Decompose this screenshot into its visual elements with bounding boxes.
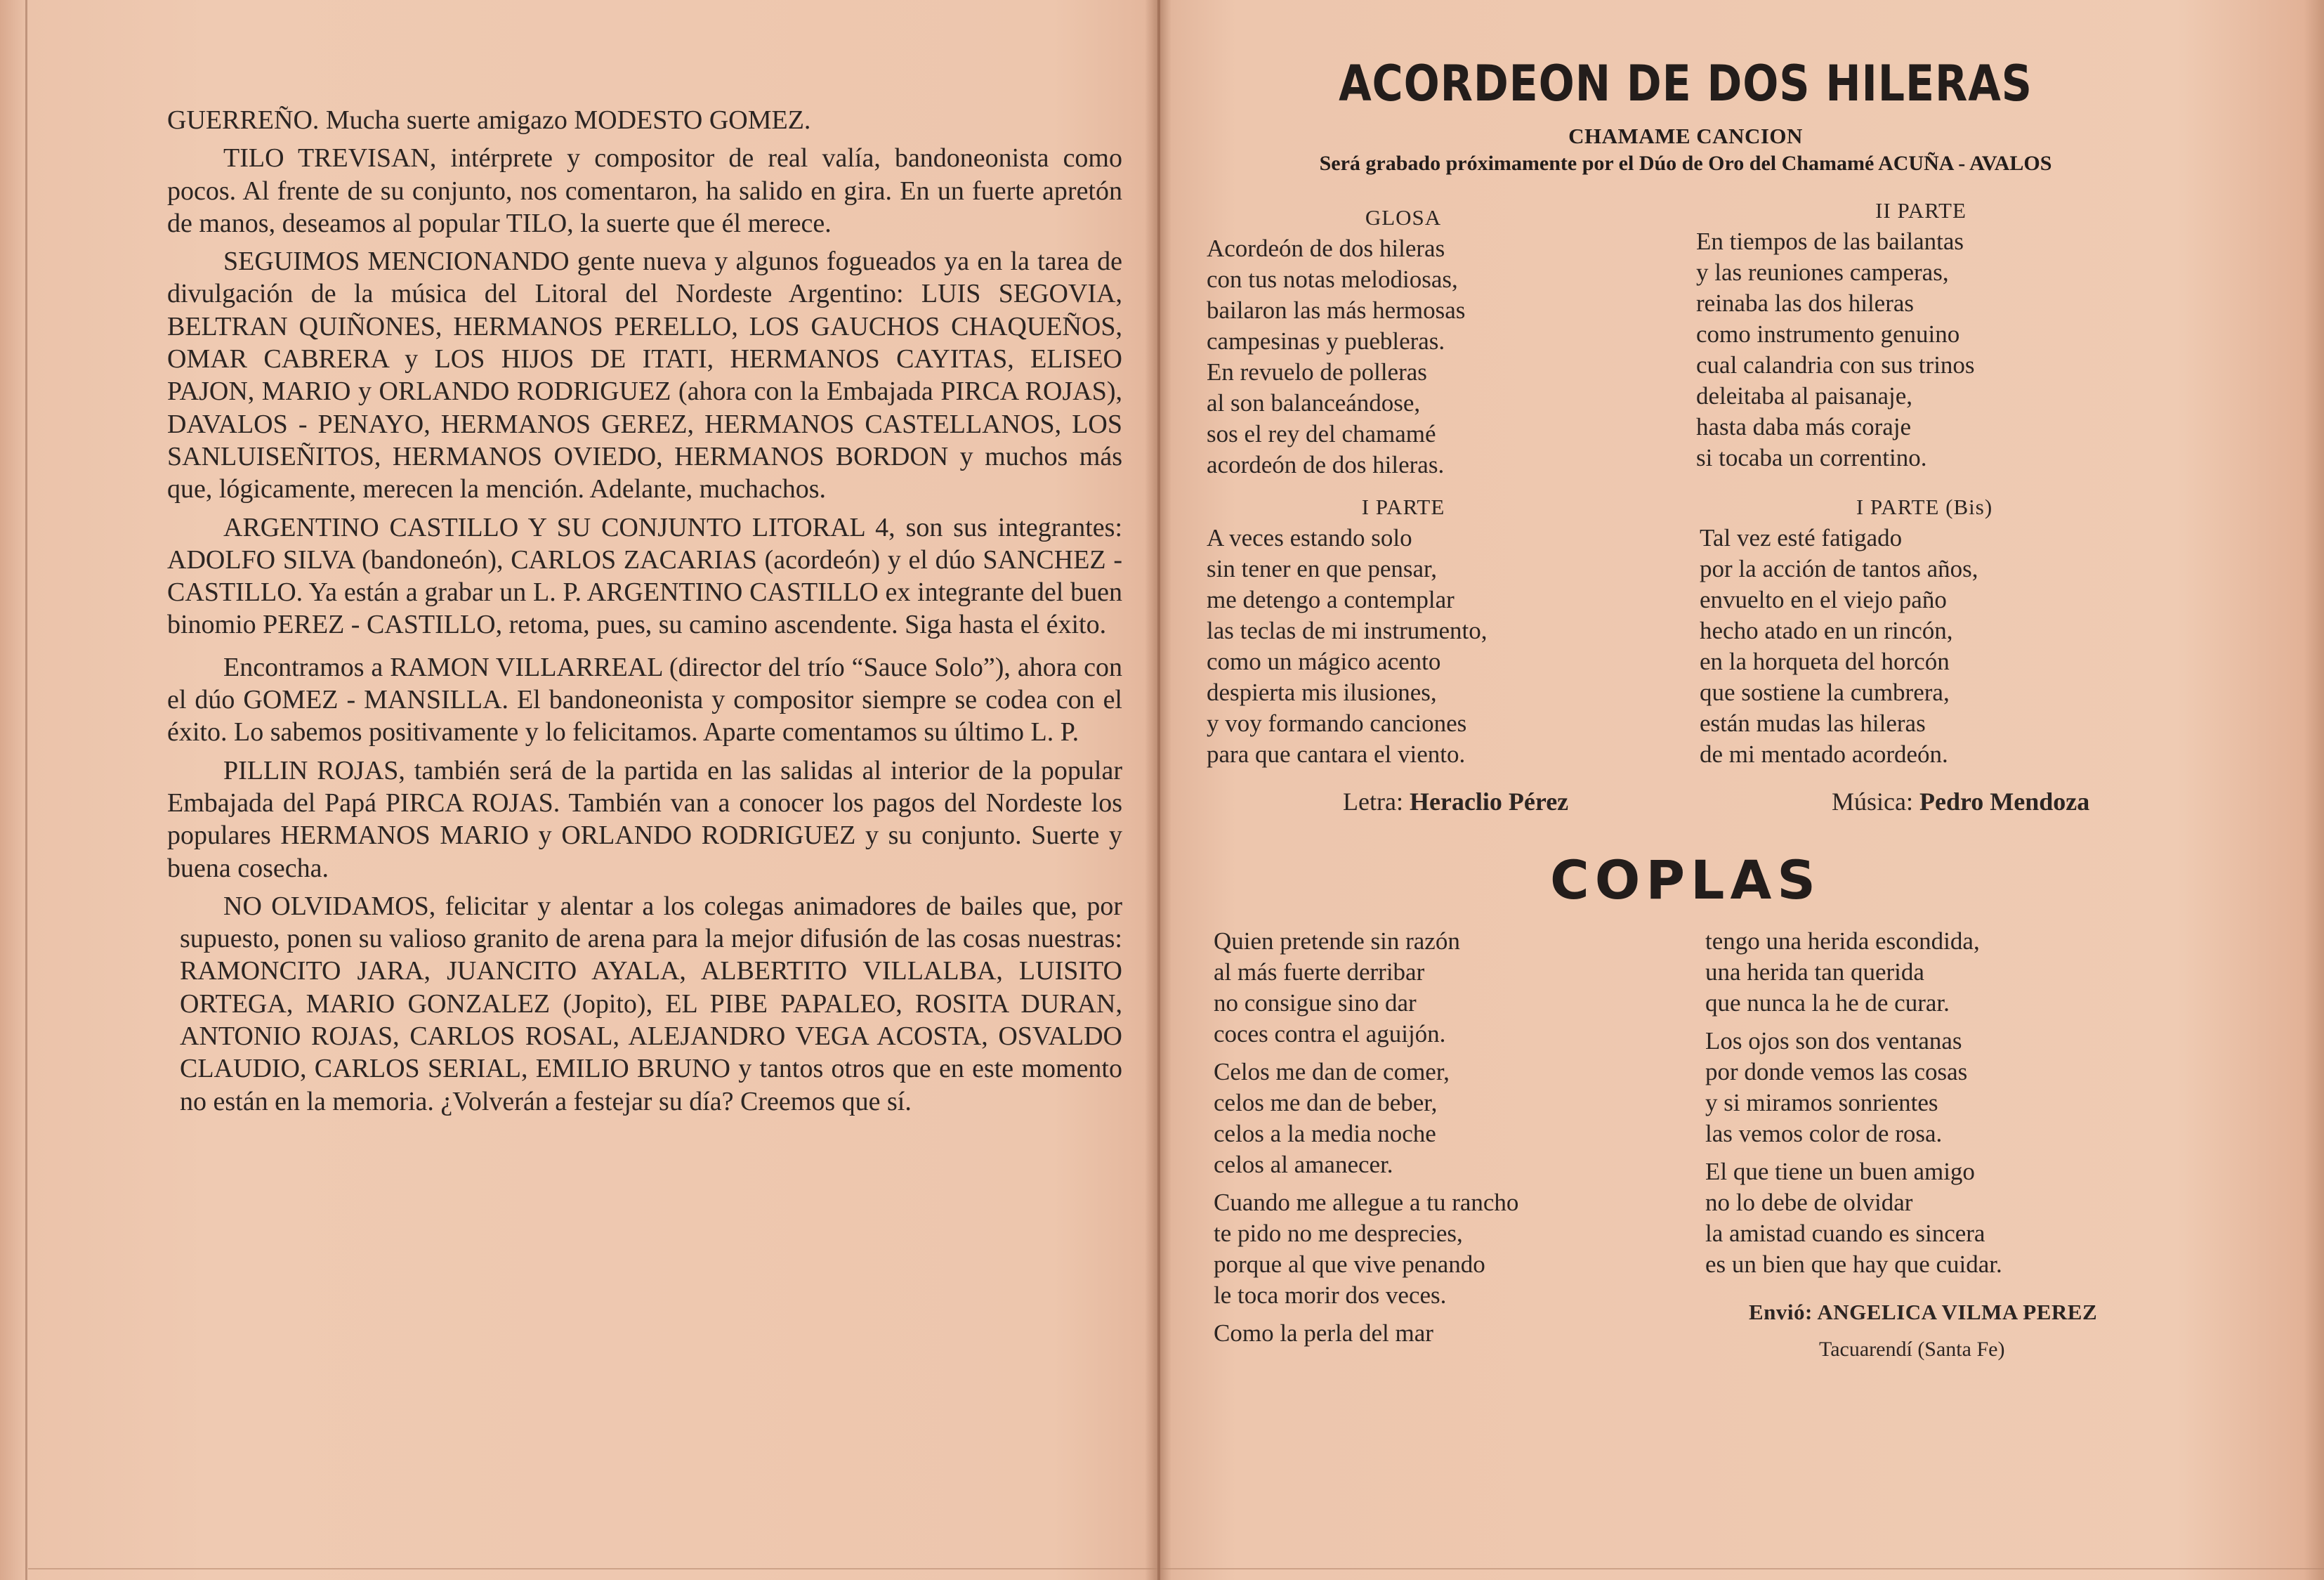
- verse-line: de mi mentado acordeón.: [1700, 740, 1948, 768]
- copla-line: la amistad cuando es sincera: [1705, 1220, 1985, 1247]
- sender-credit: [1749, 1300, 2097, 1325]
- verse-line: como un mágico acento: [1207, 648, 1441, 675]
- copla-line: por donde vemos las cosas: [1705, 1058, 1968, 1085]
- verse-glosa: [1207, 202, 1600, 481]
- lyrics-author: Heraclio Pérez: [1409, 788, 1569, 816]
- copla-stanza: [1705, 926, 2183, 1019]
- copla-line: celos me dan de beber,: [1214, 1089, 1438, 1116]
- copla-line: al más fuerte derribar: [1214, 958, 1425, 986]
- verse-ii-parte: [1696, 195, 2146, 474]
- verse-line: que sostiene la cumbrera,: [1700, 679, 1950, 706]
- copla-line: te pido no me desprecies,: [1214, 1220, 1463, 1247]
- verse-line: Tal vez esté fatigado: [1700, 524, 1903, 551]
- music-author: Pedro Mendoza: [1919, 788, 2090, 816]
- center-fold: [1157, 0, 1160, 1580]
- copla-line: una herida tan querida: [1705, 958, 1924, 986]
- verse-line: si tocaba un correntino.: [1696, 444, 1927, 471]
- copla-stanza: [1214, 1187, 1663, 1311]
- verse-line: bailaron las más hermosas: [1207, 296, 1466, 324]
- copla-line: Cuando me allegue a tu rancho: [1214, 1189, 1519, 1216]
- verse-line: deleitaba al paisanaje,: [1696, 382, 1913, 410]
- article-paragraph: ARGENTINO CASTILLO Y SU CONJUNTO LITORAL 4, son sus integrantes: ADOLFO SILVA (bandoneón), CARLOS ZACARIAS (acordeón) y el dúo SANCHEZ - CASTILLO. Ya están a grabar un L. P. ARGENTINO CASTILLO ex integrante del buen binomio PEREZ - CASTILLO, retoma, pues, su camino ascendente. Siga hasta el éxito.: [167, 512, 1122, 640]
- article-paragraph: Encontramos a RAMON VILLARREAL (director del trío “Sauce Solo”), ahora con el dúo GOMEZ - MANSILLA. El bandoneonista y compositor siempre se codea con el éxito. Lo sabemos positivamente y lo felicitamos. Aparte comentamos su último L. P.: [167, 652, 1122, 747]
- left-page-article: [167, 104, 1122, 1123]
- copla-line: coces contra el aguijón.: [1214, 1020, 1446, 1047]
- verse-line: para que cantara el viento.: [1207, 740, 1466, 768]
- copla-line: Celos me dan de comer,: [1214, 1058, 1450, 1085]
- verse-line: sos el rey del chamamé: [1207, 420, 1436, 448]
- copla-line: que nunca la he de curar.: [1705, 989, 1950, 1017]
- article-paragraph: PILLIN ROJAS, también será de la partida en las salidas al interior de la popular Embajada del Papá PIRCA ROJAS. También van a conocer los pagos del Nordeste los populares HERMANOS MARIO y ORLANDO RODRIGUEZ y su conjunto. Suerte y buena cosecha.: [167, 755, 1122, 883]
- verse-line: y voy formando canciones: [1207, 710, 1467, 737]
- verse-line: con tus notas melodiosas,: [1207, 266, 1458, 293]
- lyrics-label: Letra:: [1343, 788, 1403, 816]
- coplas-left-column: [1214, 926, 1663, 1356]
- article-paragraph: SEGUIMOS MENCIONANDO gente nueva y algunos fogueados ya en la tarea de divulgación de la música del Litoral del Nordeste Argentino: LUIS SEGOVIA, BELTRAN QUIÑONES, HERMANOS PERELLO, LOS GAUCHOS CHAQUEÑOS, OMAR CABRERA y LOS HIJOS DE ITATI, HERMANOS CAYITAS, ELISEO PAJON, MARIO y ORLANDO RODRIGUEZ (ahora con la Embajada PIRCA ROJAS), DAVALOS - PENAYO, HERMANOS GEREZ, HERMANOS CASTELLANOS, LOS SANLUISEÑITOS, HERMANOS OVIEDO, HERMANOS BORDON y muchos más que, lógicamente, merecen la mención. Adelante, muchachos.: [167, 247, 1122, 504]
- song-recording-note: Será grabado próximamente por el Dúo de Oro del Chamamé ACUÑA - AVALOS: [1319, 152, 2052, 175]
- copla-line: y si miramos sonrientes: [1705, 1089, 1938, 1116]
- verse-line: campesinas y puebleras.: [1207, 327, 1445, 355]
- article-paragraph: TILO TREVISAN, intérprete y compositor de real valía, bandoneonista como pocos. Al frente de su conjunto, nos comentaron, ha salido en gira. En un fuerte apretón de manos, deseamos al popular TILO, la suerte que él merece.: [167, 143, 1122, 238]
- verse-line: En revuelo de polleras: [1207, 358, 1427, 386]
- verse-line: como instrumento genuino: [1696, 320, 1960, 348]
- verse-line: están mudas las hileras: [1700, 710, 1926, 737]
- song-genre: CHAMAME CANCION: [1568, 124, 1803, 148]
- verse-line: por la acción de tantos años,: [1700, 555, 1978, 582]
- verse-line: A veces estando solo: [1207, 524, 1412, 551]
- copla-line: no lo debe de olvidar: [1705, 1189, 1913, 1216]
- sender-label: Envió:: [1749, 1300, 1813, 1324]
- verse-line: envuelto en el viejo paño: [1700, 586, 1947, 613]
- verse-heading: GLOSA: [1365, 205, 1442, 230]
- copla-line: Como la perla del mar: [1214, 1319, 1433, 1347]
- copla-stanza: [1705, 1156, 2183, 1280]
- verse-heading: I PARTE: [1361, 495, 1445, 519]
- verse-heading: I PARTE (Bis): [1856, 495, 1993, 519]
- lyrics-credit: [1343, 787, 1568, 816]
- copla-line: El que tiene un buen amigo: [1705, 1158, 1975, 1185]
- copla-line: celos a la media noche: [1214, 1120, 1436, 1147]
- music-credit: [1832, 787, 2089, 816]
- page-edge-left: [25, 0, 27, 1580]
- copla-line: le toca morir dos veces.: [1214, 1281, 1447, 1309]
- verse-line: acordeón de dos hileras.: [1207, 451, 1445, 478]
- song-title: ACORDEON DE DOS HILERAS: [1339, 55, 2033, 112]
- sender-place: Tacuarendí (Santa Fe): [1819, 1338, 2005, 1361]
- copla-line: celos al amanecer.: [1214, 1151, 1393, 1178]
- copla-line: no consigue sino dar: [1214, 989, 1417, 1017]
- verse-line: hecho atado en un rincón,: [1700, 617, 1953, 644]
- verse-line: hasta daba más coraje: [1696, 413, 1912, 440]
- copla-stanza: [1214, 1057, 1663, 1180]
- verse-i-parte: [1207, 492, 1600, 770]
- verse-line: y las reuniones camperas,: [1696, 259, 1949, 286]
- verse-line: cual calandria con sus trinos: [1696, 351, 1975, 379]
- verse-line: Acordeón de dos hileras: [1207, 235, 1445, 262]
- sender-name: ANGELICA VILMA PEREZ: [1817, 1300, 2098, 1324]
- verse-heading: II PARTE: [1875, 198, 1967, 223]
- copla-stanza: [1214, 926, 1663, 1050]
- music-label: Música:: [1832, 788, 1913, 816]
- coplas-title: COPLAS: [1549, 849, 1822, 911]
- copla-stanza: [1705, 1026, 2183, 1149]
- verse-line: al son balanceándose,: [1207, 389, 1421, 417]
- article-paragraph: NO OLVIDAMOS, felicitar y alentar a los colegas animadores de bailes que, por supuesto, ponen su valioso granito de arena para la mejor difusión de las cosas nuestras: RAMONCITO JARA, JUANCITO AYALA, ALBERTITO VILLALBA, LUISITO ORTEGA, MARIO GONZALEZ (Jopito), EL PIBE PAPALEO, ROSITA DURAN, ANTONIO ROJAS, CARLOS ROSAL, ALEJANDRO VEGA ACOSTA, OSVALDO CLAUDIO, CARLOS SERIAL, EMILIO BRUNO y tantos otros que en este momento no están en la memoria. ¿Volverán a festejar su día? Creemos que sí.: [180, 891, 1122, 1116]
- verse-line: sin tener en que pensar,: [1207, 555, 1438, 582]
- copla-stanza: [1214, 1318, 1663, 1349]
- verse-line: en la horqueta del horcón: [1700, 648, 1950, 675]
- copla-line: es un bien que hay que cuidar.: [1705, 1251, 2002, 1278]
- verse-line: despierta mis ilusiones,: [1207, 679, 1437, 706]
- verse-line: las teclas de mi instrumento,: [1207, 617, 1488, 644]
- copla-line: Los ojos son dos ventanas: [1705, 1027, 1962, 1055]
- copla-line: porque al que vive penando: [1214, 1251, 1485, 1278]
- page-edge-bottom: [28, 1568, 2324, 1569]
- article-paragraph: GUERREÑO. Mucha suerte amigazo MODESTO GOMEZ.: [167, 105, 811, 135]
- verse-line: reinaba las dos hileras: [1696, 289, 1915, 317]
- copla-line: tengo una herida escondida,: [1705, 927, 1980, 955]
- verse-i-parte-bis: [1700, 492, 2149, 770]
- verse-line: me detengo a contemplar: [1207, 586, 1455, 613]
- copla-line: las vemos color de rosa.: [1705, 1120, 1943, 1147]
- verse-line: En tiempos de las bailantas: [1696, 228, 1964, 255]
- coplas-right-column: [1705, 926, 2183, 1287]
- copla-line: Quien pretende sin razón: [1214, 927, 1460, 955]
